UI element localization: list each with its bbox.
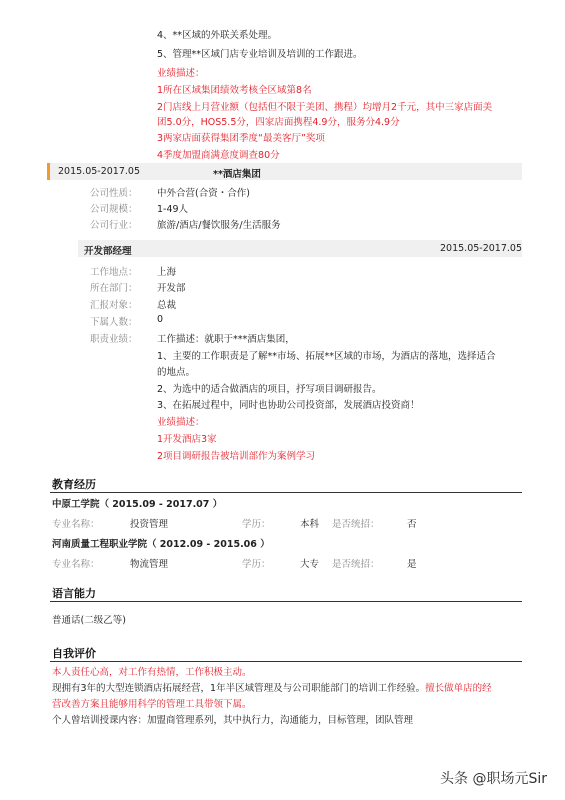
company-type-value: 中外合营(合资・合作) bbox=[157, 188, 250, 199]
report-to-label: 汇报对象： bbox=[90, 300, 138, 311]
work-location-value: 上海 bbox=[157, 267, 177, 278]
degree-label: 学历： bbox=[242, 519, 271, 530]
major-value: 投资管理 bbox=[130, 519, 169, 530]
language-item: 普通话(二级乙等) bbox=[52, 615, 126, 626]
self-evaluation-line bbox=[52, 680, 492, 694]
department-label: 所在部门： bbox=[90, 283, 138, 294]
description-line: 的地点。 bbox=[157, 367, 196, 378]
work-location-label: 工作地点： bbox=[90, 267, 138, 278]
performance-item: 2项目调研报告被培训部作为案例学习 bbox=[157, 451, 316, 462]
company-name: **酒店集团 bbox=[213, 169, 261, 180]
description-line: 2、为选中的适合做酒店的项目，抒写项目调研报告。 bbox=[157, 384, 382, 395]
self-evaluation-text: 现拥有3年的大型连锁酒店拓展经营，1年半区域管理及与公司职能部门的培训工作经验。 bbox=[52, 683, 426, 694]
performance-item: 3两家店面获得集团季度“最美客厅”奖项 bbox=[157, 133, 325, 144]
watermark: 头条 @职场元Sir bbox=[436, 766, 551, 790]
performance-label: 业绩描述： bbox=[157, 68, 205, 79]
company-type-label: 公司性质： bbox=[90, 188, 138, 199]
degree-label: 学历： bbox=[242, 559, 271, 570]
unified-label: 是否统招： bbox=[332, 519, 380, 530]
duty-item-5: 5、管理**区域门店专业培训及培训的工作跟进。 bbox=[157, 49, 363, 60]
major-value: 物流管理 bbox=[130, 559, 169, 570]
self-evaluation-line: 个人曾培训授课内容：加盟商管理系列，其中执行力，沟通能力，目标管理，团队管理 bbox=[52, 715, 414, 726]
description-line: 1、主要的工作职责是了解**市场、拓展**区域的市场，为酒店的落地，选择适合 bbox=[157, 351, 496, 362]
description-line: 3、在拓展过程中，同时也协助公司投资部，发展酒店投资商！ bbox=[157, 400, 420, 411]
subordinates-value: 0 bbox=[157, 314, 164, 325]
performance-item: 4季度加盟商满意度调查80分 bbox=[157, 150, 280, 161]
unified-value: 否 bbox=[407, 519, 417, 530]
subordinates-label: 下属人数： bbox=[90, 317, 138, 328]
major-label: 专业名称： bbox=[52, 519, 100, 530]
section-divider bbox=[50, 661, 522, 662]
degree-value: 大专 bbox=[300, 559, 320, 570]
responsibilities-label: 职责业绩： bbox=[90, 334, 138, 345]
section-divider bbox=[50, 601, 522, 602]
responsibilities-intro: 工作描述：就职于***酒店集团， bbox=[157, 334, 295, 345]
performance-item: 1所在区域集团绩效考核全区域第8名 bbox=[157, 85, 312, 96]
company-industry-label: 公司行业： bbox=[90, 220, 138, 231]
duty-item-4: 4、**区域的外联关系处理。 bbox=[157, 30, 278, 41]
company-size-label: 公司规模： bbox=[90, 204, 138, 215]
department-value: 开发部 bbox=[157, 283, 186, 294]
education-section-title: 教育经历 bbox=[52, 478, 96, 491]
self-evaluation-line: 本人责任心高，对工作有热情，工作积极主动。 bbox=[52, 667, 252, 678]
performance-item: 2门店线上月营业额（包括但不限于美团、携程）均增月2千元，其中三家店面美 bbox=[157, 102, 493, 113]
self-evaluation-line: 营改善方案且能够用科学的管理工具带领下属。 bbox=[52, 699, 252, 710]
degree-value: 本科 bbox=[300, 519, 320, 530]
performance-label: 业绩描述： bbox=[157, 417, 205, 428]
company-size-value: 1-49人 bbox=[157, 204, 189, 215]
self-evaluation-highlight: 擅长做单店的经 bbox=[425, 683, 492, 694]
position-title: 开发部经理 bbox=[84, 246, 132, 257]
school-name: 中原工学院（ 2015.09 - 2017.07 ） bbox=[52, 499, 223, 510]
school-name: 河南质量工程职业学院（ 2012.09 - 2015.06 ） bbox=[52, 539, 270, 550]
job-period: 2015.05-2017.05 bbox=[58, 166, 140, 177]
position-period: 2015.05-2017.05 bbox=[440, 243, 522, 254]
performance-item: 1开发酒店3家 bbox=[157, 434, 217, 445]
section-divider bbox=[50, 492, 522, 493]
unified-label: 是否统招： bbox=[332, 559, 380, 570]
language-section-title: 语言能力 bbox=[52, 587, 96, 600]
major-label: 专业名称： bbox=[52, 559, 100, 570]
performance-item: 团5.0分，HOS5.5分，四家店面携程4.9分，服务分4.9分 bbox=[157, 117, 400, 128]
report-to-value: 总裁 bbox=[157, 300, 177, 311]
self-evaluation-section-title: 自我评价 bbox=[52, 647, 96, 660]
unified-value: 是 bbox=[407, 559, 417, 570]
company-industry-value: 旅游/酒店/餐饮服务/生活服务 bbox=[157, 220, 281, 231]
